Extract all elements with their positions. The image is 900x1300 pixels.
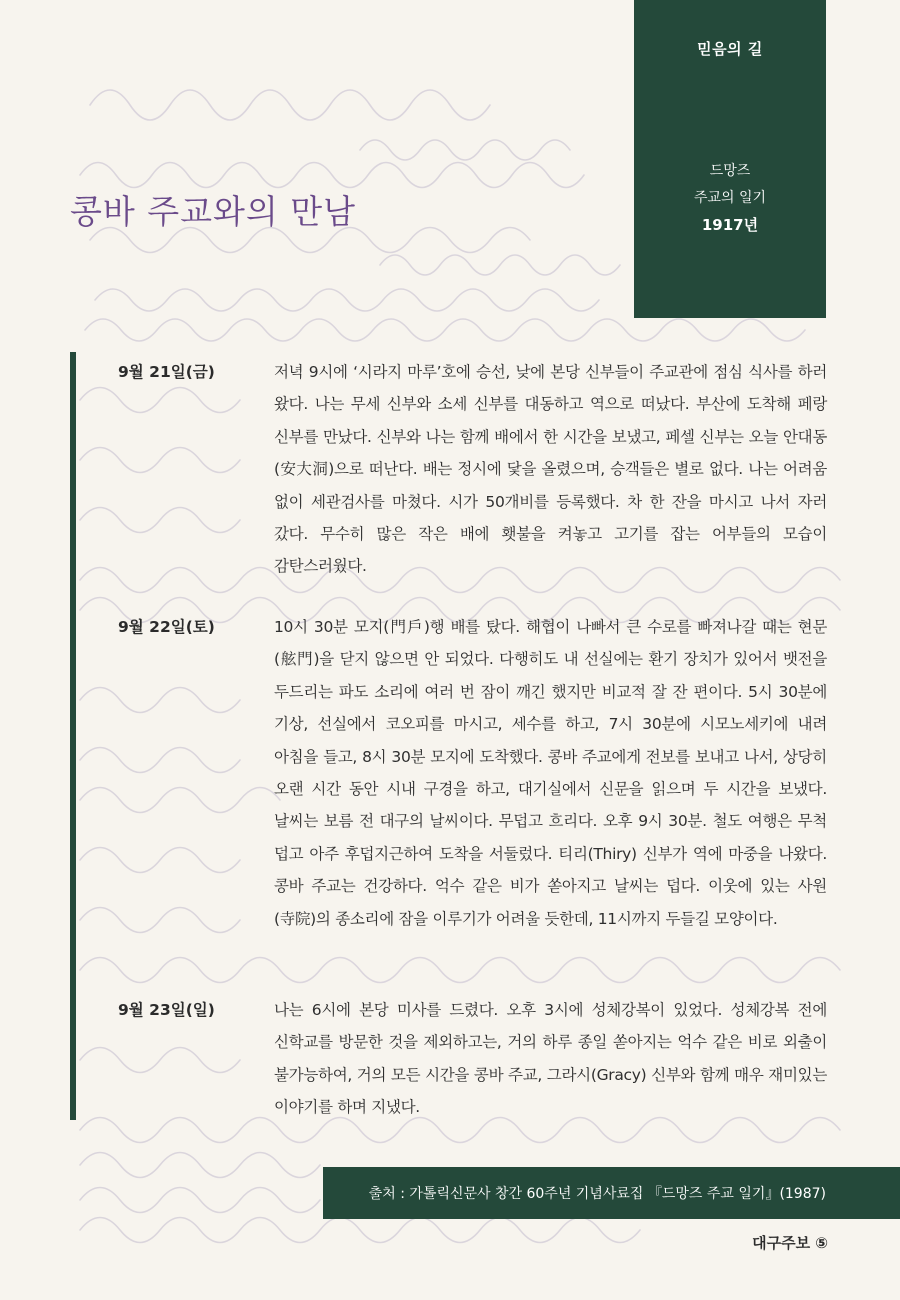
entry-date: 9월 21일(금) [118,363,215,381]
left-accent-bar [70,352,76,1120]
entry-date: 9월 23일(일) [118,1001,215,1019]
entry-date: 9월 22일(토) [118,618,215,636]
entry-text: 나는 6시에 본당 미사를 드렸다. 오후 3시에 성체강복이 있었다. 성체강복 전에 신학교를 방문한 것을 제외하고는, 거의 하루 종일 쏟아지는 억수 같은 비로 외출이 불가능하여, 거의 모든 시간을 콩바 주교, 그라시(Gracy) 신부와 함께 매우 재미있는 이야기를 하며 지냈다. [274,1001,827,1117]
page-footer: 대구주보 ⑤ [752,1234,828,1252]
entry-text: 저녁 9시에 ‘시라지 마루’호에 승선, 낮에 본당 신부들이 주교관에 점심 식사를 하러 왔다. 나는 무세 신부와 소세 신부를 대동하고 역으로 떠났다. 부산에 도착해 페랑 신부를 만났다. 신부와 나는 함께 배에서 한 시간을 보냈고, 페셀 신부는 오늘 안대동(安大洞)으로 떠난다. 배는 정시에 닻을 올렸으며, 승객들은 별로 없다. 나는 어려움 없이 세관검사를 마쳤다. 시가 50개비를 등록했다. 차 한 잔을 마시고 나서 자러 갔다. 무수히 많은 작은 배에 횃불을 켜놓고 고기를 잡는 어부들의 모습이 감탄스러웠다. [274,363,827,576]
header-subtitle [634,158,826,239]
source-bar [323,1167,900,1219]
subtitle-year: 1917년 [701,216,759,234]
subtitle-line1: 드망즈 [709,163,751,179]
series-title: 믿음의 길 [697,40,763,58]
entry-text: 10시 30분 모지(門戶)행 배를 탔다. 해협이 나빠서 큰 수로를 빠져나갈 때는 현문(舷門)을 닫지 않으면 안 되었다. 다행히도 내 선실에는 환기 장치가 있어서 뱃전을 두드리는 파도 소리에 여러 번 잠이 깨긴 했지만 비교적 잘 잔 편이다. 5시 30분에 기상, 선실에서 코오피를 마시고, 세수를 하고, 7시 30분에 시모노세키에 내려 아침을 들고, 8시 30분 모지에 도착했다. 콩바 주교에게 전보를 보내고 나서, 상당히 오랜 시간 동안 시내 구경을 하고, 대기실에서 신문을 읽으며 두 시간을 보냈다. 날씨는 보름 전 대구의 날씨이다. 무덥고 흐리다. 오후 9시 30분. 철도 여행은 무척 덥고 아주 후덥지근하여 도착을 서둘렀다. 티리(Thiry) 신부가 역에 마중을 나왔다. 콩바 주교는 건강하다. 억수 같은 비가 쏟아지고 날씨는 덥다. 이웃에 있는 사원(寺院)의 종소리에 잠을 이루기가 어려울 듯한데, 11시까지 두들길 모양이다. [274,618,827,928]
source-citation: 출처 : 가톨릭신문사 창간 60주년 기념사료집 『드망즈 주교 일기』(1987) [368,1186,826,1202]
page-title: 콩바 주교와의 만남 [70,192,357,231]
header-panel [634,0,826,318]
subtitle-line2: 주교의 일기 [693,190,767,206]
